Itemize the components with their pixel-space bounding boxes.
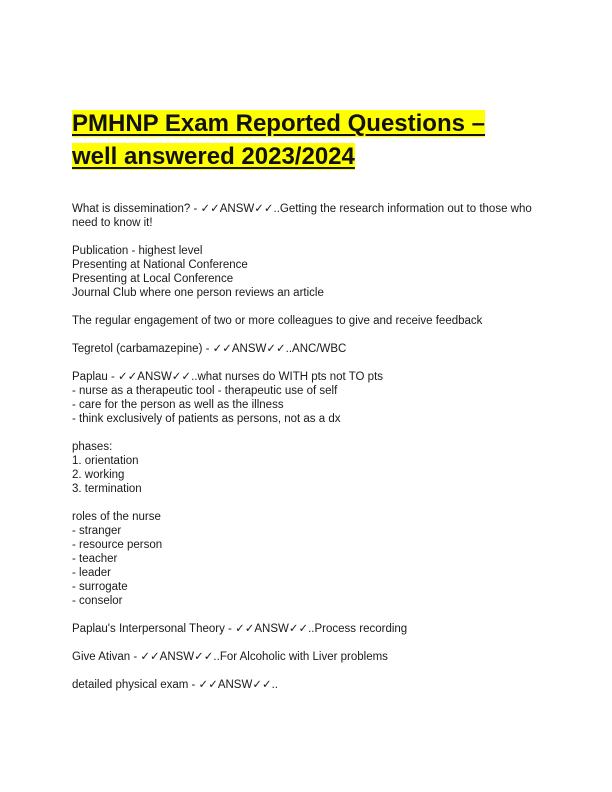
paragraph-ativan [72,650,542,664]
text-line: - care for the person as well as the illness [72,399,284,411]
text-line: - think exclusively of patients as persons, not as a dx [72,413,341,425]
text-line: - conselor [72,595,123,607]
paragraph-dissemination [72,202,542,230]
text-line: - stranger [72,525,122,537]
text-line: phases: [72,441,113,453]
text-line: - surrogate [72,581,128,593]
text-line: Presenting at Local Conference [72,273,234,285]
text-line: detailed physical exam - ✓✓ANSW✓✓.. [72,679,278,691]
text-line: - nurse as a therapeutic tool - therapeutic use of self [72,385,338,397]
paragraph-tegretol [72,342,542,356]
document-body [72,202,542,706]
text-line: What is dissemination? - ✓✓ANSW✓✓..Getting the research information out to those who need to know it! [72,203,532,229]
paragraph-peer-review [72,314,542,328]
paragraph-paplau [72,370,542,426]
text-line: - resource person [72,539,163,551]
text-line: Publication - highest level [72,245,203,257]
text-line: Paplau's Interpersonal Theory - ✓✓ANSW✓✓..Process recording [72,623,408,635]
text-line: 1. orientation [72,455,139,467]
title-line-1: PMHNP Exam Reported Questions – [72,110,485,137]
paragraph-dissemination-levels [72,244,542,300]
title-line-2: well answered 2023/2024 [72,143,355,170]
paragraph-phases [72,440,542,496]
text-line: roles of the nurse [72,511,161,523]
text-line: 3. termination [72,483,142,495]
text-line: Tegretol (carbamazepine) - ✓✓ANSW✓✓..ANC/WBC [72,343,347,355]
paragraph-physical-exam [72,678,542,692]
text-line: Journal Club where one person reviews an article [72,287,324,299]
text-line: Paplau - ✓✓ANSW✓✓..what nurses do WITH pts not TO pts [72,371,384,383]
text-line: - leader [72,567,111,579]
text-line: Presenting at National Conference [72,259,248,271]
document-title [72,107,542,173]
text-line: - teacher [72,553,118,565]
text-line: Give Ativan - ✓✓ANSW✓✓..For Alcoholic with Liver problems [72,651,388,663]
text-line: The regular engagement of two or more colleagues to give and receive feedback [72,315,483,327]
text-line: 2. working [72,469,125,481]
paragraph-interpersonal-theory [72,622,542,636]
paragraph-roles [72,510,542,608]
